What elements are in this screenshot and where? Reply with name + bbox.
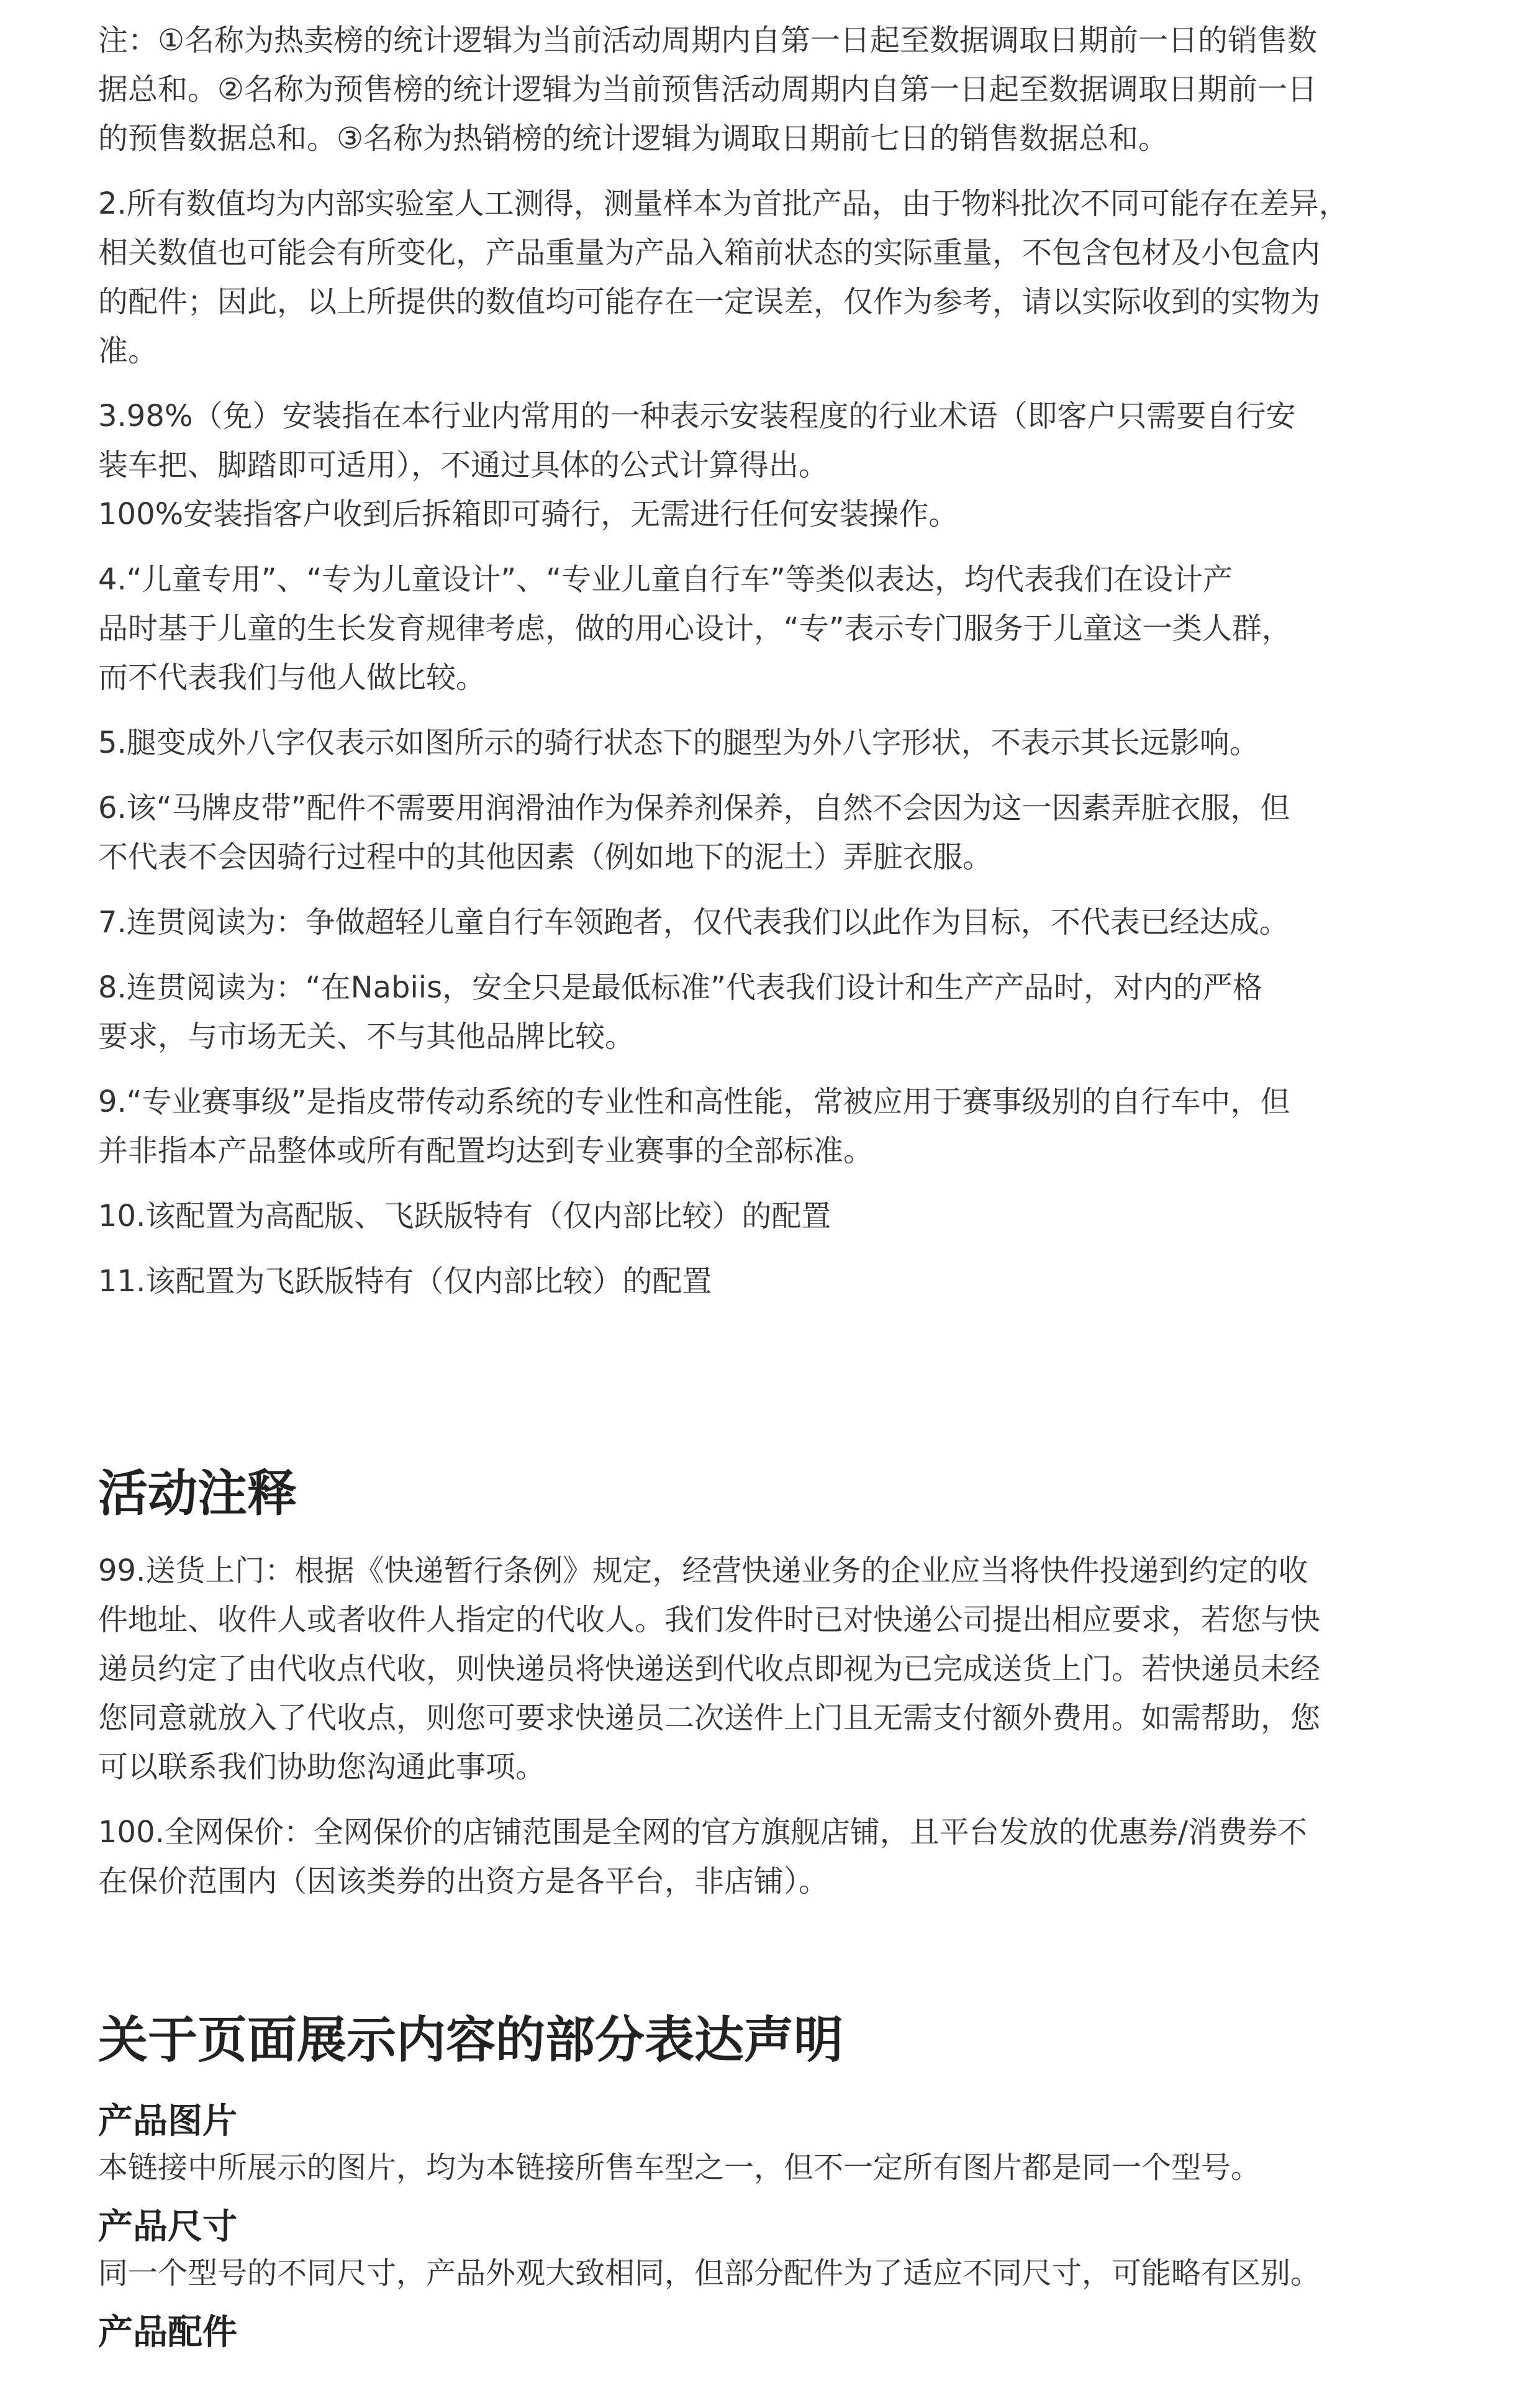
note-line: 注：①名称为热卖榜的统计逻辑为当前活动周期内自第一日起至数据调取日期前一日的销售数 [98,23,1318,58]
notes-list [98,16,1446,1322]
note-line: 10.该配置为高配版、飞跃版特有（仅内部比较）的配置 [98,1199,831,1233]
note-item-4 [98,555,1446,702]
section-title-activity: 活动注释 [98,1465,297,1522]
note-line: 要求，与市场无关、不与其他品牌比较。 [98,1019,635,1054]
text-product-images: 本链接中所展示的图片，均为本链接所售车型之一，但不一定所有图片都是同一个型号。 [98,2150,1261,2185]
note-item-7 [98,898,1446,947]
note-line: 准。 [98,334,158,368]
note-item-10 [98,1192,1446,1241]
note-line: 99.送货上门：根据《快递暂行条例》规定，经营快递业务的企业应当将快件投递到约定的收 [98,1553,1308,1588]
subheading-product-accessories: 产品配件 [98,2312,237,2353]
note-line: 7.连贯阅读为：争做超轻儿童自行车领跑者，仅代表我们以此作为目标，不代表已经达成。 [98,905,1289,940]
activity-item-delivery [98,1547,1446,1792]
note-line: 您同意就放入了代收点，则您可要求快递员二次送件上门且无需支付额外费用。如需帮助，您 [98,1701,1321,1735]
note-line: 2.所有数值均为内部实验室人工测得，测量样本为首批产品，由于物料批次不同可能存在差异， [98,186,1349,221]
subheading-product-images: 产品图片 [98,2101,237,2142]
section-title-statement: 关于页面展示内容的部分表达声明 [98,2011,843,2069]
note-item-11 [98,1257,1446,1306]
note-item-8 [98,963,1446,1061]
note-line: 6.该“马牌皮带”配件不需要用润滑油作为保养剂保养，自然不会因为这一因素弄脏衣服，但 [98,791,1290,825]
note-item-2 [98,179,1446,376]
text-product-size: 同一个型号的不同尺寸，产品外观大致相同，但部分配件为了适应不同尺寸，可能略有区别。 [98,2256,1321,2291]
note-line: 递员约定了由代收点代收，则快递员将快递送到代收点即视为已完成送货上门。若快递员未经 [98,1651,1321,1686]
note-line: 4.“儿童专用”、“专为儿童设计”、“专业儿童自行车”等类似表达，均代表我们在设计产 [98,562,1233,597]
note-line: 装车把、脚踏即可适用），不通过具体的公式计算得出。 [98,448,829,483]
note-line: 在保价范围内（因该类券的出资方是各平台，非店铺）。 [98,1864,829,1899]
note-line: 不代表不会因骑行过程中的其他因素（例如地下的泥土）弄脏衣服。 [98,840,993,874]
subheading-product-size: 产品尺寸 [98,2207,237,2247]
note-line: 的配件；因此，以上所提供的数值均可能存在一定误差，仅作为参考，请以实际收到的实物为 [98,284,1321,319]
note-line: 而不代表我们与他人做比较。 [98,660,486,695]
note-line: 可以联系我们协助您沟通此事项。 [98,1750,546,1784]
note-item-3 [98,392,1446,539]
note-line: 3.98%（免）安装指在本行业内常用的一种表示安装程度的行业术语（即客户只需要自行安 [98,399,1296,434]
statement-section [98,2006,1446,2355]
note-line: 5.腿变成外八字仅表示如图所示的骑行状态下的腿型为外八字形状，不表示其长远影响。 [98,725,1259,760]
note-line: 的预售数据总和。③名称为热销榜的统计逻辑为调取日期前七日的销售数据总和。 [98,121,1169,156]
note-line: 8.连贯阅读为：“在Nabiis，安全只是最低标准”代表我们设计和生产产品时，对内的严格 [98,970,1263,1005]
activity-item-price-protection [98,1808,1446,1906]
note-line: 100.全网保价：全网保价的店铺范围是全网的官方旗舰店铺，且平台发放的优惠券/消费券不 [98,1815,1308,1850]
note-line: 并非指本产品整体或所有配置均达到专业赛事的全部标准。 [98,1133,874,1168]
note-item-ranking [98,16,1446,163]
note-item-9 [98,1078,1446,1176]
note-line: 相关数值也可能会有所变化，产品重量为产品入箱前状态的实际重量，不包含包材及小包盒内 [98,235,1321,270]
activity-section [98,1460,1446,1922]
note-line: 件地址、收件人或者收件人指定的代收人。我们发件时已对快递公司提出相应要求，若您与快 [98,1602,1321,1637]
note-line: 100%安装指客户收到后拆箱即可骑行，无需进行任何安装操作。 [98,497,959,532]
note-item-6 [98,784,1446,882]
note-item-5 [98,719,1446,768]
note-line: 据总和。②名称为预售榜的统计逻辑为当前预售活动周期内自第一日起至数据调取日期前一日 [98,72,1318,107]
note-line: 9.“专业赛事级”是指皮带传动系统的专业性和高性能，常被应用于赛事级别的自行车中，但 [98,1084,1290,1119]
note-line: 11.该配置为飞跃版特有（仅内部比较）的配置 [98,1264,712,1299]
note-line: 品时基于儿童的生长发育规律考虑，做的用心设计，“专”表示专门服务于儿童这一类人群， [98,611,1292,646]
